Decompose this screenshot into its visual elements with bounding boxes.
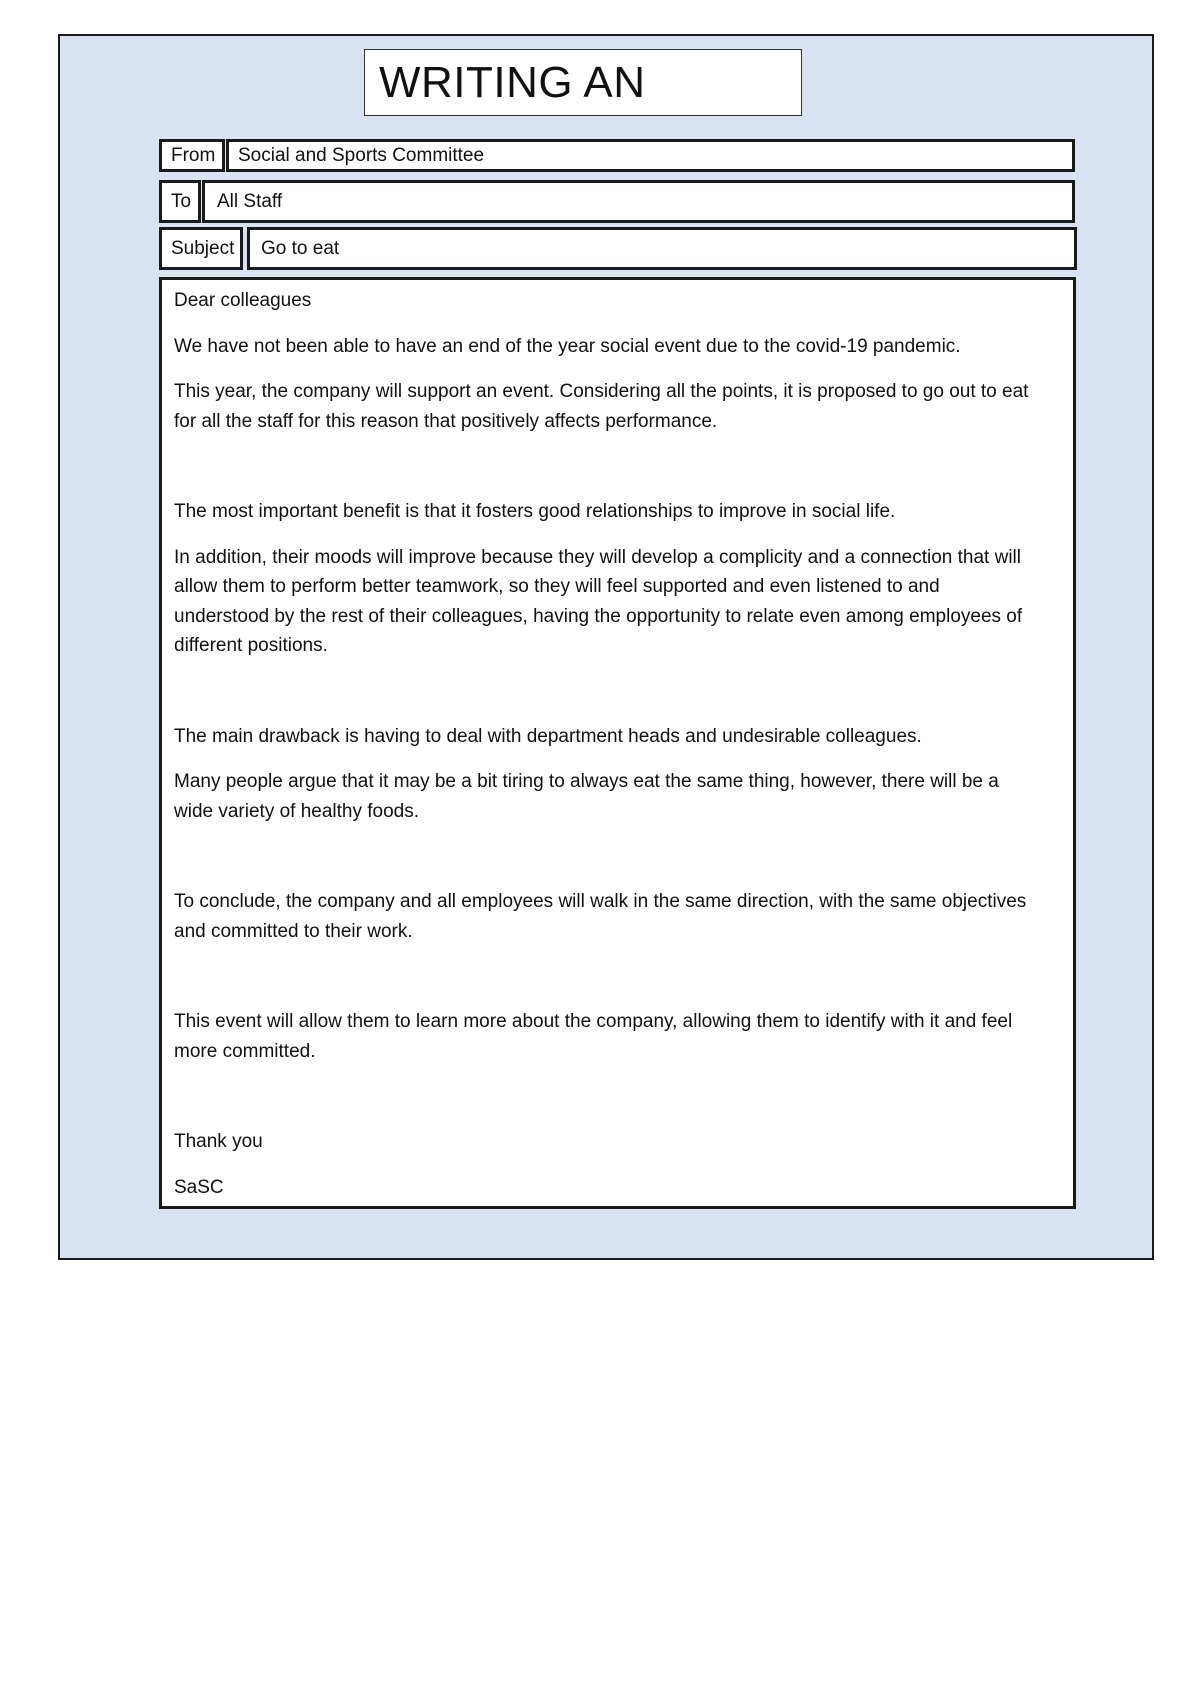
subject-value: Go to eat [261,237,340,259]
body-paragraph: To conclude, the company and all employees will walk in the same direction, with the same objectives and committed to their work. [174,891,1027,942]
body-paragraph: Many people argue that it may be a bit tiring to always eat the same thing, however, there will be a wide variety of healthy foods. [174,771,999,822]
body-paragraph: The most important benefit is that it fosters good relationships to improve in social life. [174,501,896,522]
closing: Thank you [174,1131,263,1152]
from-field [226,139,1075,172]
to-label: To [171,190,192,212]
subject-label-box [159,227,243,270]
body-paragraph: The main drawback is having to deal with department heads and undesirable colleagues. [174,725,922,747]
body-paragraph: In addition, their moods will improve because they will develop a complicity and a connection that will allow them to perform better teamwork, so they will feel supported and even listened to and understood by the rest of their colleagues, having the opportunity to relate even among employees of different positions. [174,546,1023,656]
greeting: Dear colleagues [174,290,312,311]
from-label-box [159,139,225,172]
body-paragraph: We have not been able to have an end of the year social event due to the covid-19 pandemic. [174,335,961,357]
to-label-box [159,180,201,223]
message-body [159,277,1076,1209]
subject-field [247,227,1077,270]
subject-label: Subject [171,237,235,259]
body-paragraph: This event will allow them to learn more about the company, allowing them to identify with it and feel more committed. [174,1011,1013,1062]
from-label: From [171,144,216,166]
body-paragraph: This year, the company will support an event. Considering all the points, it is proposed to go out to eat for all the staff for this reason that positively affects performance. [174,381,1029,432]
document-title-text: WRITING AN [379,57,646,107]
from-value: Social and Sports Committee [238,144,485,166]
signature: SaSC [174,1176,224,1198]
to-value: All Staff [217,190,283,212]
to-field [202,180,1075,223]
document-title [364,49,802,116]
